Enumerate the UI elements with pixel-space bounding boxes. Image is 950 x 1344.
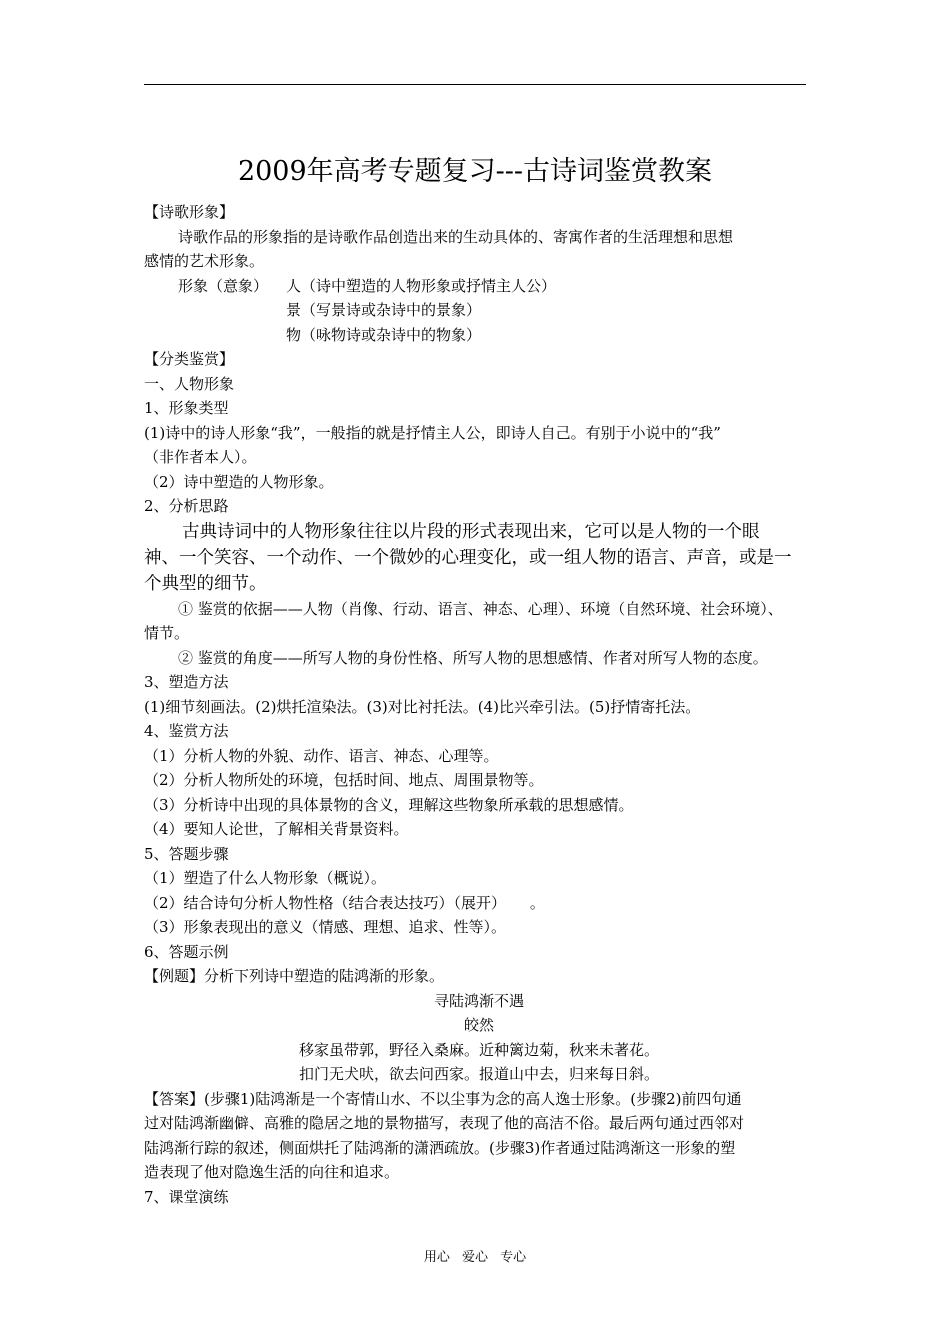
paragraph-line: ② 鉴赏的角度——所写人物的身份性格、所写人物的思想感情、作者对所写人物的态度。 xyxy=(178,648,768,667)
section-heading-poetic-image: 【诗歌形象】 xyxy=(144,203,235,221)
list-item: （1）塑造了什么人物形象（概说）。 xyxy=(144,869,387,887)
poem-line: 扣门无犬吠，欲去问西家。报道山中去，归来每日斜。 xyxy=(298,1065,659,1083)
page-footer: 用心 爱心 专心 xyxy=(423,1250,527,1265)
image-classification xyxy=(144,274,814,348)
list-item: （2）分析人物所处的环境，包括时间、地点、周围景物等。 xyxy=(144,771,544,789)
paragraph-line: 感情的艺术形象。 xyxy=(144,252,265,270)
answer-line: 过对陆鸿渐幽僻、高雅的隐居之地的景物描写，表现了他的高洁不俗。最后两句通过西邻对 xyxy=(144,1114,745,1132)
poem-title: 寻陆鸿渐不遇 xyxy=(433,991,524,1010)
poem-author: 皎然 xyxy=(463,1016,494,1034)
paragraph-line: 情节。 xyxy=(144,624,190,642)
poem-line: 移家虽带郭，野径入桑麻。近种篱边菊，秋来未著花。 xyxy=(298,1040,659,1059)
paragraph-line: 诗歌作品的形象指的是诗歌作品创造出来的生动具体的、寄寓作者的生活理想和思想 xyxy=(178,227,734,246)
page-title: 2009年高考专题复习---古诗词鉴赏教案 xyxy=(237,156,713,187)
paragraph-line: ① 鉴赏的依据——人物（肖像、行动、语言、神态、心理）、环境（自然环境、社会环境）、 xyxy=(178,599,783,618)
paragraph-line: 神、一个笑容、一个动作、一个微妙的心理变化，或一组人物的语言、声音，或是一 xyxy=(144,547,792,568)
list-item: （2）结合诗句分析人物性格（结合表达技巧）（展开） 。 xyxy=(144,893,545,912)
image-label: 形象（意象） xyxy=(178,276,269,295)
paragraph-line: （非作者本人）。 xyxy=(144,448,257,466)
item-heading: 1、形象类型 xyxy=(144,399,229,417)
answer-line: 陆鸿渐行踪的叙述，侧面烘托了陆鸿渐的潇洒疏放。(步骤3)作者通过陆鸿渐这一形象的塑 xyxy=(144,1138,736,1157)
image-type-scene: 景（写景诗或杂诗中的景象） xyxy=(286,301,482,319)
list-item: （3）分析诗中出现的具体景物的含义，理解这些物象所承载的思想感情。 xyxy=(144,795,634,814)
document-body xyxy=(144,200,814,1209)
answer-line: 【答案】(步骤1)陆鸿渐是一个寄情山水、不以尘事为念的高人逸士形象。(步骤2)前四句通 xyxy=(144,1089,742,1108)
paragraph-line: （2）诗中塑造的人物形象。 xyxy=(144,472,334,491)
list-item: （3）形象表现出的意义（情感、理想、追求、性等）。 xyxy=(144,918,507,936)
answer-line: 造表现了他对隐逸生活的向往和追求。 xyxy=(144,1163,400,1181)
item-heading: 2、分析思路 xyxy=(144,497,229,515)
paragraph-line: 古典诗词中的人物形象往往以片段的形式表现出来，它可以是人物的一个眼 xyxy=(182,521,760,542)
image-type-object: 物（咏物诗或杂诗中的物象） xyxy=(286,325,482,344)
paragraph-line: 个典型的细节。 xyxy=(144,573,267,594)
item-heading: 5、答题步骤 xyxy=(144,844,229,863)
item-heading: 3、塑造方法 xyxy=(144,673,229,691)
example-question: 【例题】分析下列诗中塑造的陆鸿渐的形象。 xyxy=(144,967,445,985)
list-item: （4）要知人论世，了解相关背景资料。 xyxy=(144,820,409,838)
image-type-people: 人（诗中塑造的人物形象或抒情主人公） xyxy=(286,276,557,295)
item-heading: 7、课堂演练 xyxy=(144,1187,229,1206)
list-item: （1）分析人物的外貌、动作、语言、神态、心理等。 xyxy=(144,746,499,765)
item-heading: 4、鉴赏方法 xyxy=(144,722,229,740)
header-rule xyxy=(144,84,806,85)
paragraph-line: (1)诗中的诗人形象“我”，一般指的就是抒情主人公，即诗人自己。有别于小说中的“我” xyxy=(144,423,721,442)
paragraph-line: (1)细节刻画法。(2)烘托渲染法。(3)对比衬托法。(4)比兴牵引法。(5)抒情寄托法。 xyxy=(144,697,701,716)
item-heading: 6、答题示例 xyxy=(144,942,229,961)
subsection-heading: 一、人物形象 xyxy=(144,374,235,393)
section-heading-classification: 【分类鉴赏】 xyxy=(144,350,235,368)
